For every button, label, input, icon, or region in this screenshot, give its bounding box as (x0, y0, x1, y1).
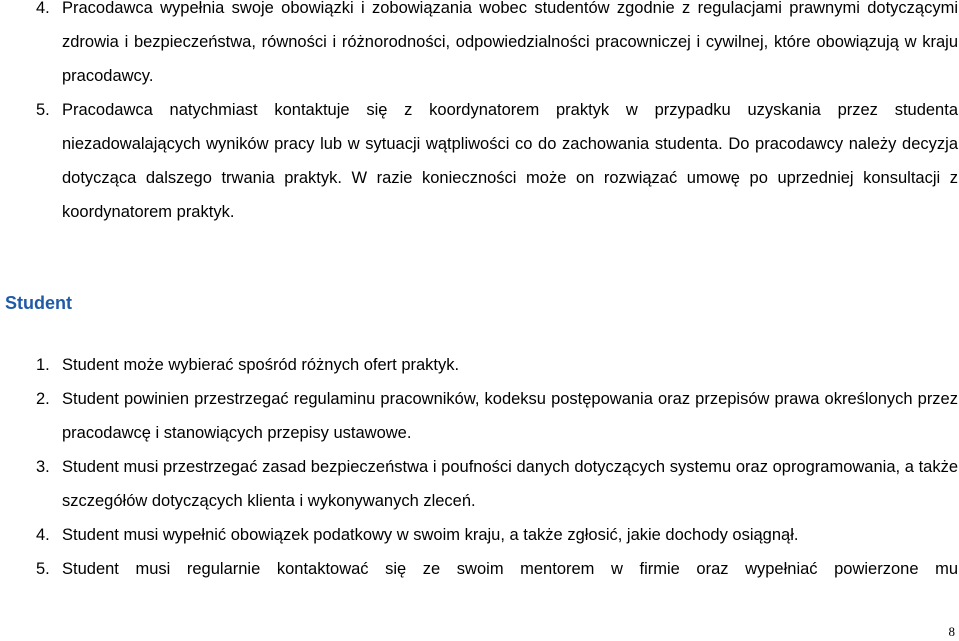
list-item-text: Student musi wypełnić obowiązek podatkowy w swoim kraju, a także zgłosić, jakie dochody osiągnął. (62, 526, 799, 544)
list-item-text: Student musi przestrzegać zasad bezpieczeństwa i poufności danych dotyczących systemu oraz oprogramowania, a także szczegółów dotyczących klienta i wykonywanych zleceń. (62, 458, 958, 510)
student-item-5 (36, 552, 958, 586)
student-item-3 (36, 450, 958, 518)
list-number: 5. (36, 560, 50, 578)
employer-item-4 (36, 0, 958, 93)
employer-item-5 (36, 93, 958, 229)
list-item-text: Pracodawca wypełnia swoje obowiązki i zobowiązania wobec studentów zgodnie z regulacjami prawnymi dotyczącymi zdrowia i bezpieczeństwa, równości i różnorodności, odpowiedzialności pracowniczej i cywilnej, które obowiązują w kraju pracodawcy. (62, 0, 958, 85)
list-number: 4. (36, 0, 50, 17)
student-item-4 (36, 518, 958, 552)
section-heading-student: Student (5, 293, 72, 313)
student-item-2 (36, 382, 958, 450)
list-item-text: Student może wybierać spośród różnych ofert praktyk. (62, 356, 460, 374)
list-item-text: Student musi regularnie kontaktować się ze swoim mentorem w firmie oraz wypełniać powierzone mu (62, 560, 958, 578)
list-number: 4. (36, 526, 50, 544)
list-item-text: Pracodawca natychmiast kontaktuje się z koordynatorem praktyk w przypadku uzyskania przez studenta niezadowalających wyników pracy lub w sytuacji wątpliwości co do zachowania studenta. Do pracodawcy należy decyzja dotycząca dalszego trwania praktyk. W razie konieczności może on rozwiązać umowę po uprzedniej konsultacji z koordynatorem praktyk. (62, 101, 958, 221)
list-number: 3. (36, 458, 50, 476)
list-number: 5. (36, 101, 50, 119)
list-number: 2. (36, 390, 50, 408)
list-item-text: Student powinien przestrzegać regulaminu pracowników, kodeksu postępowania oraz przepisów prawa określonych przez pracodawcę i stanowiących przepisy ustawowe. (62, 390, 958, 442)
list-number: 1. (36, 356, 50, 374)
page-number: 8 (948, 624, 955, 639)
student-item-1 (36, 348, 958, 382)
